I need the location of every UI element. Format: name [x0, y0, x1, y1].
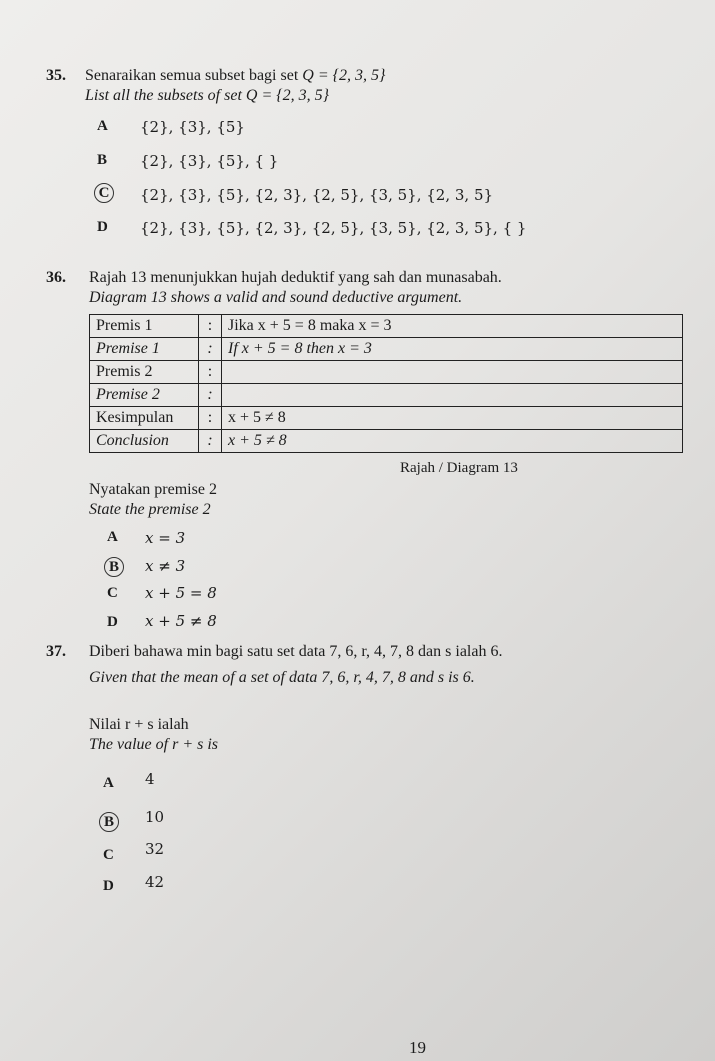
q36-text-en: Diagram 13 shows a valid and sound deductive argument. — [89, 289, 463, 306]
q36-option-d-text: x + 5 ≠ 8 — [145, 612, 217, 630]
q37-option-a-letter[interactable]: A — [103, 775, 114, 791]
table-cell-label: Premis 2 — [90, 361, 199, 384]
q35-option-b-letter[interactable]: B — [97, 152, 108, 168]
q37-number: 37. — [46, 643, 66, 660]
table-cell-colon: : — [199, 315, 222, 338]
q36-option-c-text: x + 5 = 8 — [145, 584, 217, 602]
q37-prompt-ms: Nilai r + s ialah — [89, 716, 189, 733]
table-row-premise-2-en — [90, 384, 683, 407]
q37-text-ms: Diberi bahawa min bagi satu set data 7, 6, r, 4, 7, 8 dan s ialah 6. — [89, 643, 503, 660]
table-cell-colon: : — [199, 430, 222, 453]
q35-text-ms-prefix: Senaraikan semua subset bagi set — [85, 67, 299, 84]
table-cell-colon: : — [199, 384, 222, 407]
table-cell-label: Kesimpulan — [90, 407, 199, 430]
q37-option-c-letter[interactable]: C — [103, 847, 114, 863]
q37-option-d-text: 42 — [145, 873, 165, 891]
q37-prompt-en: The value of r + s is — [89, 736, 219, 753]
q36-number: 36. — [46, 269, 66, 286]
table-cell-colon: : — [199, 361, 222, 384]
table-cell-value: Jika x + 5 = 8 maka x = 3 — [222, 315, 683, 338]
table-cell-value: x + 5 ≠ 8 — [222, 407, 683, 430]
q35-option-c-text: {2}, {3}, {5}, {2, 3}, {2, 5}, {3, 5}, {2, 3, 5} — [140, 186, 494, 204]
table-row-conclusion-en — [90, 430, 683, 453]
deductive-argument-table — [89, 314, 683, 453]
q35-option-d-letter[interactable]: D — [97, 219, 108, 235]
q36-option-b-text: x ≠ 3 — [145, 557, 186, 575]
q36-option-c-letter[interactable]: C — [107, 585, 118, 601]
table-row-premise-1-en — [90, 338, 683, 361]
q36-prompt-en: State the premise 2 — [89, 501, 211, 518]
q35-option-a-text: {2}, {3}, {5} — [140, 118, 245, 136]
q37-text-en: Given that the mean of a set of data 7, 6, r, 4, 7, 8 and s is 6. — [89, 669, 475, 686]
table-cell-label: Premis 1 — [90, 315, 199, 338]
page-number: 19 — [409, 1038, 426, 1057]
table-cell-value: If x + 5 = 8 then x = 3 — [222, 338, 683, 361]
table-cell-label: Conclusion — [90, 430, 199, 453]
table-cell-value — [222, 361, 683, 384]
q37-option-a-text: 4 — [145, 770, 155, 788]
q35-option-a-letter[interactable]: A — [97, 118, 108, 134]
q37-option-d-letter[interactable]: D — [103, 878, 114, 894]
q35-text-en-prefix: List all the subsets of set — [85, 87, 242, 104]
q37-option-c-text: 32 — [145, 840, 165, 858]
table-cell-value: x + 5 ≠ 8 — [222, 430, 683, 453]
table-cell-label: Premise 1 — [90, 338, 199, 361]
diagram-caption: Rajah / Diagram 13 — [400, 460, 518, 476]
q35-text-ms-set: Q = {2, 3, 5} — [302, 67, 386, 84]
table-row-premise-2-ms — [90, 361, 683, 384]
table-row-premise-1-ms — [90, 315, 683, 338]
q35-text-en-set: Q = {2, 3, 5} — [245, 87, 330, 104]
q36-option-a-text: x = 3 — [145, 529, 186, 547]
q35-option-c-letter[interactable]: C — [94, 183, 114, 203]
q35-option-d-text: {2}, {3}, {5}, {2, 3}, {2, 5}, {3, 5}, {2, 3, 5}, { } — [140, 219, 527, 237]
q35-option-b-text: {2}, {3}, {5}, { } — [140, 152, 279, 170]
q35-text-en — [85, 87, 329, 105]
table-cell-colon: : — [199, 407, 222, 430]
q37-option-b-letter[interactable]: B — [99, 812, 119, 832]
q36-option-a-letter[interactable]: A — [107, 529, 118, 545]
q37-option-b-text: 10 — [145, 808, 165, 826]
q36-prompt-ms: Nyatakan premise 2 — [89, 481, 217, 498]
table-cell-label: Premise 2 — [90, 384, 199, 407]
table-row-conclusion-ms — [90, 407, 683, 430]
q35-text-ms — [85, 67, 385, 85]
table-cell-colon: : — [199, 338, 222, 361]
q35-number: 35. — [46, 67, 66, 84]
table-cell-value — [222, 384, 683, 407]
q36-text-ms: Rajah 13 menunjukkan hujah deduktif yang sah dan munasabah. — [89, 269, 502, 286]
q36-option-d-letter[interactable]: D — [107, 614, 118, 630]
q36-option-b-letter[interactable]: B — [104, 557, 124, 577]
